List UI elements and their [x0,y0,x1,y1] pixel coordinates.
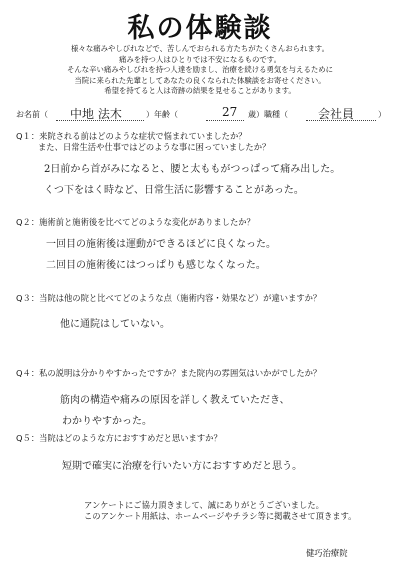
page-title: 私の体験談 [127,13,273,44]
question-text: Q４：私の説明は分かりやすかったですか？また院内の雰囲気はいかがでしたか？ [16,368,322,378]
answer-2-line-2: 二回目の施術後にはつっぱりも感じなくなった。 [46,260,266,271]
clinic-name: 健巧治療院 [306,548,348,558]
intro-line: 当院に来られた先輩としてあなたの良くなられた体験談をお寄せください。 [74,75,326,85]
question-text: Q１：来院される前はどのような症状で悩まれていましたか？ [16,131,247,141]
footer-line: このアンケート用紙は、ホームページやチラシ等に掲載させて頂きます。 [84,511,357,521]
answer-5-line-1: 短期で確実に治療を行いたい方におすすめだと思う。 [62,461,303,472]
answer-1-line-1: 2日前から首がみになると、腰と太ももがつっぱって痛み出した。 [44,164,341,175]
question-1 [16,131,270,153]
question-5 [16,433,222,444]
intro-line: 様々な痛みやしびれなどで、苦しんでおられる方たちがたくさんおられます。 [71,44,329,53]
question-4 [16,368,321,379]
answer-3-line-1: 他に通院はしていない。 [60,319,170,330]
answer-1-line-2: くつ下をはく時など、日常生活に影響することがあった。 [44,185,304,196]
name-value: 中地 法木 [70,107,122,121]
question-3 [16,293,321,304]
question-text: また、日常生活や仕事ではどのような事に困っていましたか？ [38,142,271,152]
name-label: お名前（ [16,110,48,119]
answer-2-line-1: 一回目の施術後は運動ができるほどに良くなった。 [46,239,276,250]
intro-line: そんな辛い痛みやしびれを持つ人達を励まし、治療を続ける勇気を与えるために [66,65,334,74]
intro-line: 痛みを持つ人はひとりでは不安になるものです。 [118,54,281,64]
job-label: 歳）職種（ [248,110,288,119]
footer-thanks [84,500,356,522]
question-2 [16,217,255,228]
name-underline [56,120,144,121]
age-value: 27 [222,105,238,119]
age-label: ）年齢（ [146,110,178,119]
intro-line: 希望を持てると人は奇跡の結果を見せることがあります。 [104,86,296,95]
footer-line: アンケートにご協力頂きまして、誠にありがとうございました。 [84,500,324,510]
job-value: 会社員 [318,107,355,121]
answer-4-line-2: わかりやすかった。 [62,416,152,427]
job-underline [306,120,376,121]
age-underline [206,120,244,121]
profile-row [16,105,388,121]
question-text: Q３：当院は他の院と比べてどのような点（施術内容・効果など）が違いますか？ [16,293,322,303]
question-text: Q２：施術前と施術後を比べてどのような変化がありましたか？ [16,217,255,227]
question-text: Q５：当院はどのような方におすすめだと思いますか？ [16,433,222,443]
answer-4-line-1: 筋肉の構造や痛みの原因を詳しく教えていただき、 [60,395,290,406]
intro-text [0,44,400,97]
profile-close: ） [378,110,386,119]
